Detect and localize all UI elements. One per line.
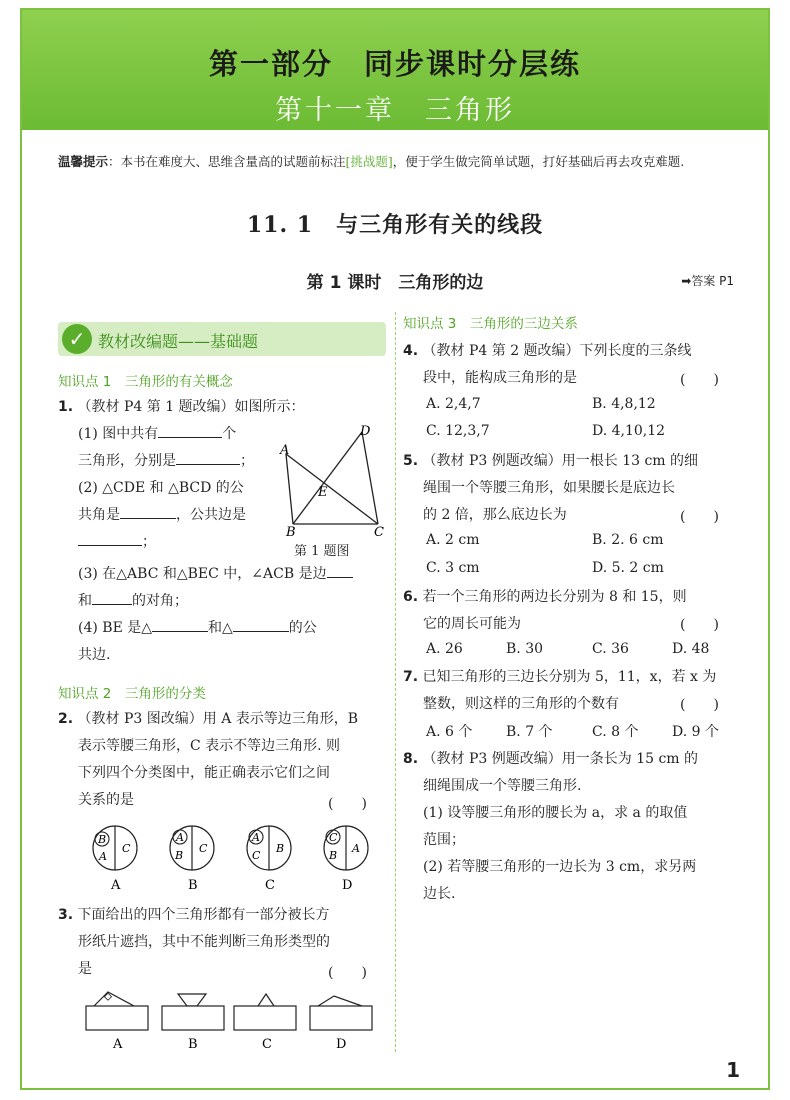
q3-option-A	[86, 992, 148, 1052]
svg-text:B: B	[276, 842, 285, 855]
q3-option-C	[234, 994, 296, 1052]
q7-option-c: C. 8 个	[592, 724, 639, 740]
q5-option-d: D. 5. 2 cm	[592, 560, 664, 576]
svg-text:C: C	[265, 878, 275, 893]
q5-option-a: A. 2 cm	[426, 532, 480, 548]
q2-option-C	[247, 826, 291, 893]
point-B-label: B	[286, 525, 296, 536]
lesson-title: 第 1 课时 三角形的边	[306, 273, 484, 293]
svg-text:C: C	[262, 1037, 272, 1052]
q5-answer-paren: ( )	[680, 509, 719, 525]
question-1: 1. （教材 P4 第 1 题改编）如图所示：	[58, 399, 305, 415]
svg-text:A: A	[252, 831, 260, 844]
q5-option-b: B. 2. 6 cm	[592, 532, 664, 548]
category-badge: ✓ 教材改编题——基础题	[58, 322, 386, 356]
question-4: 4. （教材 P4 第 2 题改编）下列长度的三条线 段中，能构成三角形的是	[403, 343, 692, 386]
q1-figure	[278, 424, 388, 536]
svg-text:B: B	[329, 849, 338, 862]
q6-option-c: C. 36	[592, 641, 629, 657]
knowledge-point-1: 知识点 1 三角形的有关概念	[58, 374, 233, 390]
svg-text:C: C	[199, 842, 208, 855]
q4-option-a: A. 2,4,7	[426, 396, 481, 412]
q2-option-D	[324, 826, 368, 893]
q6-option-d: D. 48	[672, 641, 710, 657]
q6-option-a: A. 26	[426, 641, 463, 657]
svg-text:D: D	[342, 878, 353, 893]
q3-option-B	[162, 994, 224, 1052]
question-8: 8. （教材 P3 例题改编）用一条长为 15 cm 的 细绳围成一个等腰三角形. (1) 设等腰三角形的腰长为 a，求 a 的取值 范围； (2) 若等腰三角形的一边长为 3 cm，求另两 边长.	[403, 751, 699, 902]
svg-text:B: B	[188, 1037, 198, 1052]
svg-text:A: A	[176, 831, 184, 844]
reminder-note: 温馨提示：本书在难度大、思维含量高的试题前标注[挑战题]，便于学生做完简单试题，打好基础后再去攻克难题.	[58, 154, 685, 169]
header-banner	[22, 10, 768, 130]
knowledge-point-3: 知识点 3 三角形的三边关系	[403, 316, 578, 332]
q2-option-A	[93, 826, 137, 893]
svg-text:A: A	[352, 842, 360, 855]
question-2: 2. （教材 P3 图改编）用 A 表示等边三角形，B 表示等腰三角形，C 表示不等边三角形. 则 下列四个分类图中，能正确表示它们之间 关系的是	[58, 711, 359, 808]
q7-option-a: A. 6 个	[426, 724, 473, 740]
svg-text:B: B	[188, 878, 198, 893]
question-3: 3. 下面给出的四个三角形都有一部分被长方 形纸片遮挡，其中不能判断三角形类型的 是	[58, 907, 330, 977]
knowledge-point-2: 知识点 2 三角形的分类	[58, 686, 206, 702]
q2-answer-paren: ( )	[328, 796, 367, 812]
q4-option-d: D. 4,10,12	[592, 423, 666, 439]
q4-answer-paren: ( )	[680, 372, 719, 388]
svg-text:A: A	[113, 1037, 123, 1052]
q3-diagrams	[82, 990, 392, 1052]
q2-diagrams	[82, 822, 392, 894]
column-divider	[395, 312, 396, 1052]
svg-text:A: A	[99, 850, 107, 863]
svg-text:B: B	[175, 849, 184, 862]
svg-text:B: B	[98, 833, 107, 846]
q3-option-D	[310, 996, 372, 1052]
question-6: 6. 若一个三角形的两边长分别为 8 和 15，则 它的周长可能为	[403, 589, 687, 632]
q2-option-B	[170, 826, 214, 893]
svg-text:C: C	[122, 842, 131, 855]
q7-option-b: B. 7 个	[506, 724, 553, 740]
point-E-label: E	[318, 485, 328, 500]
q5-option-c: C. 3 cm	[426, 560, 480, 576]
svg-text:C: C	[252, 849, 261, 862]
point-D-label: D	[360, 424, 371, 439]
q3-answer-paren: ( )	[328, 965, 367, 981]
svg-text:C: C	[329, 831, 338, 844]
section-title: 11. 1 与三角形有关的线段	[246, 212, 544, 238]
q7-answer-paren: ( )	[680, 697, 719, 713]
svg-text:D: D	[336, 1037, 347, 1052]
answer-ref: ➡答案 P1	[681, 274, 734, 288]
q7-option-d: D. 9 个	[672, 724, 719, 740]
q6-answer-paren: ( )	[680, 617, 719, 633]
q1-text: (1) 图中共有 个 三角形，分别是 ； (2) △CDE 和 △BCD 的公 共角是 ，公共边是 ；	[78, 421, 278, 556]
svg-text:A: A	[111, 878, 121, 893]
question-7: 7. 已知三角形的三边长分别为 5，11，x，若 x 为 整数，则这样的三角形的个数有	[403, 669, 717, 712]
page-number: 1	[726, 1058, 740, 1082]
q1-text-2: (3) 在△ABC 和△BEC 中，∠ACB 是边 和 的对角； (4) BE 是△ 和△ 的公 共边.	[78, 561, 388, 669]
point-A-label: A	[280, 443, 290, 458]
q1-figure-caption: 第 1 题图	[294, 544, 350, 559]
question-5: 5. （教材 P3 例题改编）用一根长 13 cm 的细 绳围一个等腰三角形，如果腰长是底边长 的 2 倍，那么底边长为	[403, 453, 699, 523]
part-title: 第一部分 同步课时分层练	[208, 47, 581, 81]
checkmark-icon: ✓	[62, 324, 92, 354]
chapter-title: 第十一章 三角形	[275, 95, 515, 126]
q4-option-b: B. 4,8,12	[592, 396, 656, 412]
q4-option-c: C. 12,3,7	[426, 423, 490, 439]
q6-option-b: B. 30	[506, 641, 544, 657]
point-C-label: C	[374, 525, 384, 536]
